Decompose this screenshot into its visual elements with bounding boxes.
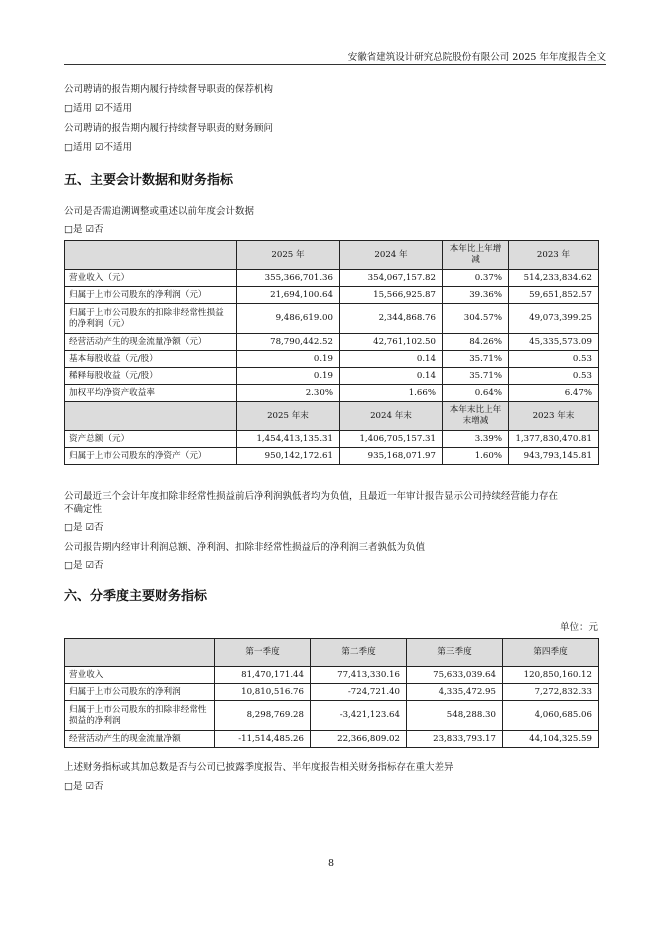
value-2023: 514,233,834.62 [509,270,599,287]
header-blank-cell [65,639,215,667]
header-2023: 2023 年 [509,241,599,270]
value-2023: 45,335,573.09 [509,334,599,351]
value-change: 35.71% [443,351,509,368]
row-label: 基本每股收益（元/股） [65,351,237,368]
value-change: 1.60% [443,448,509,465]
table-row [65,270,599,287]
value-q1: 8,298,769.28 [215,701,311,731]
row-label: 加权平均净资产收益率 [65,385,237,402]
unit-label: 单位：元 [559,622,598,633]
table-row [65,385,599,402]
table-row [65,731,599,748]
table-row [65,351,599,368]
header-q2: 第二季度 [311,639,407,667]
table-row [65,334,599,351]
restatement-choice: □是 ☑否 [64,224,104,235]
value-q1: -11,514,485.26 [215,731,311,748]
difference-choice: □是 ☑否 [64,781,104,792]
value-q3: 4,335,472.95 [407,684,503,701]
table-row [65,667,599,684]
value-q3: 548,288.30 [407,701,503,731]
row-label: 归属于上市公司股东的净利润（元） [65,287,237,304]
value-2023: 6.47% [509,385,599,402]
row-label: 归属于上市公司股东的净利润 [65,684,215,701]
header-divider [64,64,606,65]
header-2024-end: 2024 年末 [340,402,443,431]
page-number: 8 [327,858,335,869]
value-change: 0.64% [443,385,509,402]
value-2025: 1,454,413,135.31 [237,431,340,448]
row-label: 营业收入 [65,667,215,684]
value-2025: 950,142,172.61 [237,448,340,465]
value-2025: 2.30% [237,385,340,402]
row-label: 经营活动产生的现金流量净额 [65,731,215,748]
header-change-end: 本年末比上年末增减 [443,402,509,431]
row-label: 归属于上市公司股东的扣除非经常性损益的净利润 [65,701,215,731]
restatement-question: 公司是否需追溯调整或重述以前年度会计数据 [64,206,255,217]
table-row [65,431,599,448]
value-q2: -724,721.40 [311,684,407,701]
value-2024: 2,344,868.76 [340,304,443,334]
table-row [65,304,599,334]
value-2024: 1,406,705,157.31 [340,431,443,448]
value-q3: 75,633,039.64 [407,667,503,684]
header-q1: 第一季度 [215,639,311,667]
table-row [65,701,599,731]
advisor-choice: □适用 ☑不适用 [64,142,133,153]
value-change: 304.57% [443,304,509,334]
table-row [65,684,599,701]
header-change: 本年比上年增减 [443,241,509,270]
header-q4: 第四季度 [503,639,599,667]
advisor-line: 公司聘请的报告期内履行持续督导职责的财务顾问 [64,123,274,134]
value-2024: 354,067,157.82 [340,270,443,287]
row-label: 营业收入（元） [65,270,237,287]
value-2025: 0.19 [237,368,340,385]
value-2024: 0.14 [340,368,443,385]
value-change: 39.36% [443,287,509,304]
header-blank-cell [65,241,237,270]
sponsor-choice: □适用 ☑不适用 [64,103,133,114]
value-2025: 21,694,100.64 [237,287,340,304]
row-label: 资产总额（元） [65,431,237,448]
value-2023: 943,793,145.81 [509,448,599,465]
value-2025: 0.19 [237,351,340,368]
value-2023: 49,073,399.25 [509,304,599,334]
value-q1: 81,470,171.44 [215,667,311,684]
value-q4: 4,060,685.06 [503,701,599,731]
value-2024: 15,566,925.87 [340,287,443,304]
table-header-row [65,639,599,667]
header-blank-cell [65,402,237,431]
header-2024: 2024 年 [340,241,443,270]
row-label: 经营活动产生的现金流量净额（元） [65,334,237,351]
section6-title: 六、分季度主要财务指标 [64,589,208,604]
table-header-row [65,402,599,431]
table-row [65,448,599,465]
value-2023: 59,651,852.57 [509,287,599,304]
table-row [65,368,599,385]
value-q4: 120,850,160.12 [503,667,599,684]
going-concern-choice: □是 ☑否 [64,522,104,533]
value-q2: 77,413,330.16 [311,667,407,684]
value-q2: -3,421,123.64 [311,701,407,731]
value-2025: 9,486,619.00 [237,304,340,334]
header-2025: 2025 年 [237,241,340,270]
value-2023: 0.53 [509,351,599,368]
value-2023: 0.53 [509,368,599,385]
sponsor-line: 公司聘请的报告期内履行持续督导职责的保荐机构 [64,84,274,95]
going-concern-note-line1: 公司最近三个会计年度扣除非经常性损益前后净利润孰低者均为负值，且最近一年审计报告显示公司持续经营能力存在 [64,491,559,502]
difference-note: 上述财务指标或其加总数是否与公司已披露季度报告、半年度报告相关财务指标存在重大差异 [64,762,454,773]
header-2025-end: 2025 年末 [237,402,340,431]
quarterly-indicators-table [64,638,599,748]
going-concern-note-line2: 不确定性 [64,504,103,515]
value-2023: 1,377,830,470.81 [509,431,599,448]
value-change: 3.39% [443,431,509,448]
value-change: 0.37% [443,270,509,287]
financial-indicators-table [64,240,599,465]
value-2024: 0.14 [340,351,443,368]
value-q3: 23,833,793.17 [407,731,503,748]
row-label: 稀释每股收益（元/股） [65,368,237,385]
value-2025: 78,790,442.52 [237,334,340,351]
value-change: 84.26% [443,334,509,351]
value-q1: 10,810,516.76 [215,684,311,701]
section5-title: 五、主要会计数据和财务指标 [64,173,234,188]
value-2024: 1.66% [340,385,443,402]
negative-profit-choice: □是 ☑否 [64,560,104,571]
negative-profit-note: 公司报告期内经审计利润总额、净利润、扣除非经常性损益后的净利润三者孰低为负值 [64,542,426,553]
table-header-row [65,241,599,270]
value-q4: 44,104,325.59 [503,731,599,748]
row-label: 归属于上市公司股东的净资产（元） [65,448,237,465]
value-2025: 355,366,701.36 [237,270,340,287]
value-q4: 7,272,832.33 [503,684,599,701]
value-2024: 42,761,102.50 [340,334,443,351]
value-2024: 935,168,071.97 [340,448,443,465]
value-change: 35.71% [443,368,509,385]
header-q3: 第三季度 [407,639,503,667]
page-header-title: 安徽省建筑设计研究总院股份有限公司 2025 年年度报告全文 [347,52,606,63]
row-label: 归属于上市公司股东的扣除非经常性损益的净利润（元） [65,304,237,334]
header-2023-end: 2023 年末 [509,402,599,431]
table-row [65,287,599,304]
value-q2: 22,366,809.02 [311,731,407,748]
